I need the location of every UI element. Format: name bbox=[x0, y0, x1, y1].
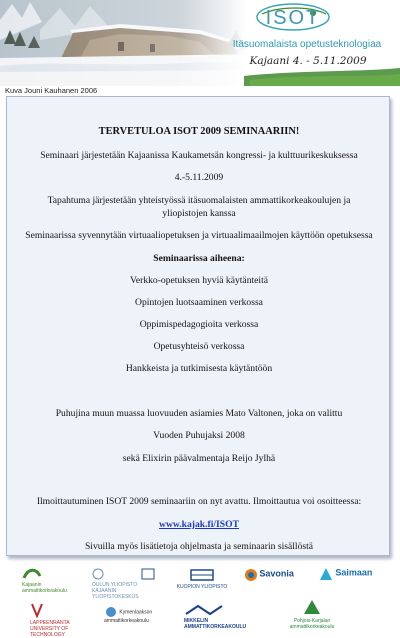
speaker-line-1: Puhujina muun muassa luovuuden asiamies Mato Valtonen, joka on valittu bbox=[55, 408, 343, 419]
kymenlaakso-logo-icon bbox=[104, 606, 118, 618]
logo-kymenlaakso[interactable]: Kymenlaakson ammattikorkeakoulu bbox=[104, 606, 164, 624]
speaker-line-2: Vuoden Puhujaksi 2008 bbox=[153, 430, 245, 441]
savonia-logo-icon bbox=[244, 568, 258, 582]
more-info-text: Sivuilla myös lisätietoja ohjelmasta ja seminaarin sisällöstä bbox=[84, 541, 314, 552]
logo-kuopio[interactable]: KUOPION YLIOPISTO bbox=[174, 568, 230, 590]
banner-event-line: Kajaani 4. - 5.11.2009 bbox=[249, 55, 367, 67]
topic-item: Verkko-opetuksen hyviä käytänteitä bbox=[130, 275, 268, 286]
event-date: 4.-5.11.2009 bbox=[174, 172, 224, 183]
venue-text: Seminaari järjestetään Kajaanissa Kaukametsän kongressi- ja kulttuurikeskuksessa bbox=[40, 150, 358, 161]
lut-logo-icon bbox=[30, 602, 44, 618]
speaker-line-3: sekä Elixirin päävalmentaja Reijo Jylhä bbox=[122, 453, 276, 464]
logo-savonia[interactable]: Savonia bbox=[244, 568, 304, 582]
topics-heading: Seminaarissa aiheena: bbox=[153, 253, 245, 264]
kuopio-logo-icon bbox=[187, 568, 217, 582]
oulu-logo-icon bbox=[92, 568, 156, 580]
cooperation-text-1: Tapahtuma järjestetään yhteistyössä itäsuomalaisten ammattikorkeakoulujen ja bbox=[47, 195, 351, 206]
logo-saimaa[interactable]: Saimaan bbox=[318, 566, 382, 582]
logo-oulu[interactable]: OULUN YLIOPISTO KAJAANIN YLIOPISTOKESKUS bbox=[92, 568, 162, 600]
photo-credit: Kuva Jouni Kauhanen 2006 bbox=[5, 86, 98, 95]
topic-item: Opetusyhteisö verkossa bbox=[153, 341, 245, 352]
pkamk-logo-icon bbox=[302, 598, 322, 616]
logo-text: ISOT bbox=[265, 7, 321, 29]
logo-lut[interactable]: LAPPEENRANTA UNIVERSITY OF TECHNOLOGY bbox=[30, 602, 94, 638]
registration-text: Ilmoittautuminen ISOT 2009 seminaariin on nyt avattu. Ilmoittautua voi osoitteessa: bbox=[36, 496, 362, 507]
logo-kajaani[interactable]: Kajaanin ammattikorkeakoulu bbox=[22, 566, 82, 594]
kajaani-logo-icon bbox=[22, 566, 42, 580]
focus-text: Seminaarissa syvennytään virtuaaliopetuksen ja virtuaalimaailmojen käyttöön opetuksessa bbox=[25, 230, 373, 241]
topic-item: Opintojen luotsaaminen verkossa bbox=[135, 297, 263, 308]
mikkeli-logo-icon bbox=[184, 604, 224, 616]
partner-logos bbox=[0, 560, 400, 638]
saimaa-logo-icon bbox=[318, 566, 334, 582]
banner-subtitle: Itäsuomalaista opetusteknologiaa bbox=[232, 39, 382, 50]
banner-graphic bbox=[0, 0, 400, 86]
logo-mikkeli[interactable]: MIKKELIN AMMATTIKORKEAKOULU bbox=[184, 604, 254, 630]
header-banner bbox=[0, 0, 400, 86]
topic-item: Oppimispedagogioita verkossa bbox=[139, 319, 259, 330]
page-title: TERVETULOA ISOT 2009 SEMINAARIIN! bbox=[98, 126, 300, 137]
topic-item: Hankkeista ja tutkimisesta käytäntöön bbox=[125, 363, 273, 374]
logo-pkamk[interactable]: Pohjois-Karjalan ammattikorkeakoulu bbox=[282, 598, 342, 630]
cooperation-text-2: yliopistojen kanssa bbox=[162, 208, 236, 219]
content-card bbox=[6, 96, 390, 556]
registration-link[interactable]: www.kajak.fi/ISOT bbox=[159, 519, 239, 530]
